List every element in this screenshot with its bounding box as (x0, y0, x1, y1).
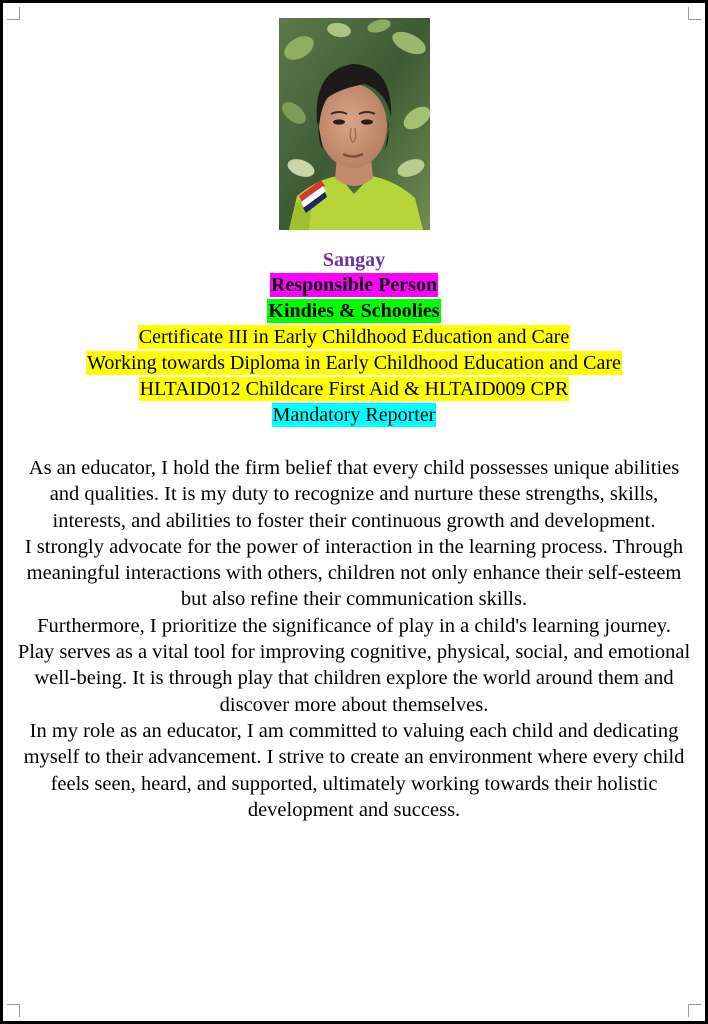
corner-mark (7, 1004, 20, 1017)
qualification-item: Working towards Diploma in Early Childhood Education and Care (87, 352, 621, 374)
role-label: Responsible Person (270, 274, 438, 296)
corner-mark (688, 7, 701, 20)
mandatory-reporter-label: Mandatory Reporter (272, 404, 436, 426)
corner-mark (688, 1004, 701, 1017)
service-label: Kindies & Schoolies (268, 300, 440, 322)
bio-paragraph: As an educator, I hold the firm belief that every child possesses unique abilities and qualities. It is my duty to recognize and nurture these strengths, skills, interests, and abilities to foster their continuous growth and development. (28, 457, 680, 532)
educator-photo (279, 18, 430, 230)
qualification-item: HLTAID012 Childcare First Aid & HLTAID009 CPR (139, 378, 569, 400)
profile-header (3, 247, 705, 429)
qualification-item: Certificate III in Early Childhood Education and Care (138, 326, 570, 348)
educator-bio (17, 455, 691, 823)
educator-name: Sangay (322, 249, 386, 271)
bio-paragraph: I strongly advocate for the power of interaction in the learning process. Through meaningful interactions with others, children not only enhance their self-esteem but also refine their communication skills. (24, 535, 684, 611)
corner-mark (7, 7, 20, 20)
bio-paragraph: In my role as an educator, I am committed to valuing each child and dedicating myself to their advancement. I strive to create an environment where every child feels seen, heard, and supported, ultimately working towards their holistic development and success. (23, 719, 685, 821)
bio-paragraph: Furthermore, I prioritize the significance of play in a child's learning journey. Play serves as a vital tool for improving cognitive, physical, social, and emotional well-being. It is through play that children explore the world around them and discover more about themselves. (17, 614, 691, 716)
